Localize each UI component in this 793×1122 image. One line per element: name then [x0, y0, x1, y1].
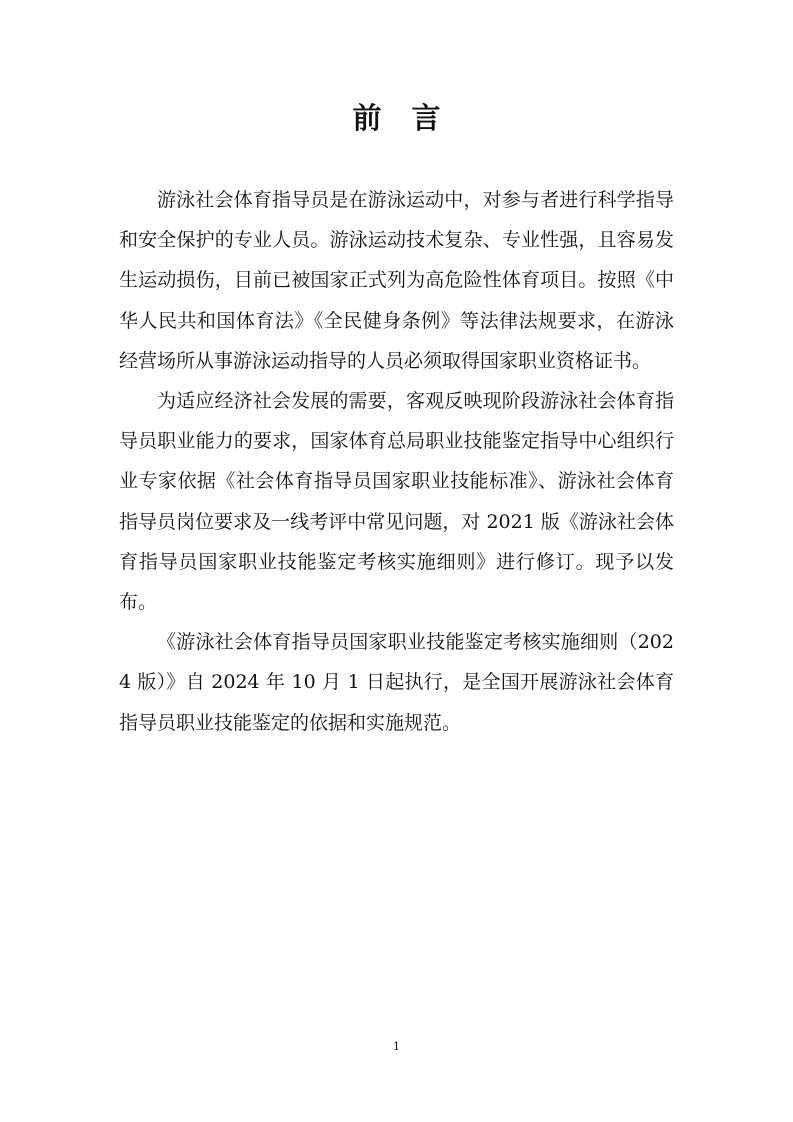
paragraph-2: 为适应经济社会发展的需要，客观反映现阶段游泳社会体育指导员职业能力的要求，国家体育总局职业技能鉴定指导中心组织行业专家依据《社会体育指导员国家职业技能标准》、游泳社会体育指导员岗位要求及一线考评中常见问题，对 2021 版《游泳社会体育指导员国家职业技能鉴定考核实施细则》进行修订。现予以发布。 — [119, 390, 674, 614]
page-number: 1 — [393, 1040, 400, 1053]
paragraph-1: 游泳社会体育指导员是在游泳运动中，对参与者进行科学指导和安全保护的专业人员。游泳运动技术复杂、专业性强，且容易发生运动损伤，目前已被国家正式列为高危险性体育项目。按照《中华人民共和国体育法》《全民健身条例》等法律法规要求，在游泳经营场所从事游泳运动指导的人员必须取得国家职业资格证书。 — [119, 189, 674, 372]
page-title: 前言 — [352, 101, 471, 135]
body-text — [119, 180, 674, 743]
paragraph-3: 《游泳社会体育指导员国家职业技能鉴定考核实施细则（2024 版）》自 2024 年 10 月 1 日起执行，是全国开展游泳社会体育指导员职业技能鉴定的依据和实施规范。 — [119, 631, 674, 734]
